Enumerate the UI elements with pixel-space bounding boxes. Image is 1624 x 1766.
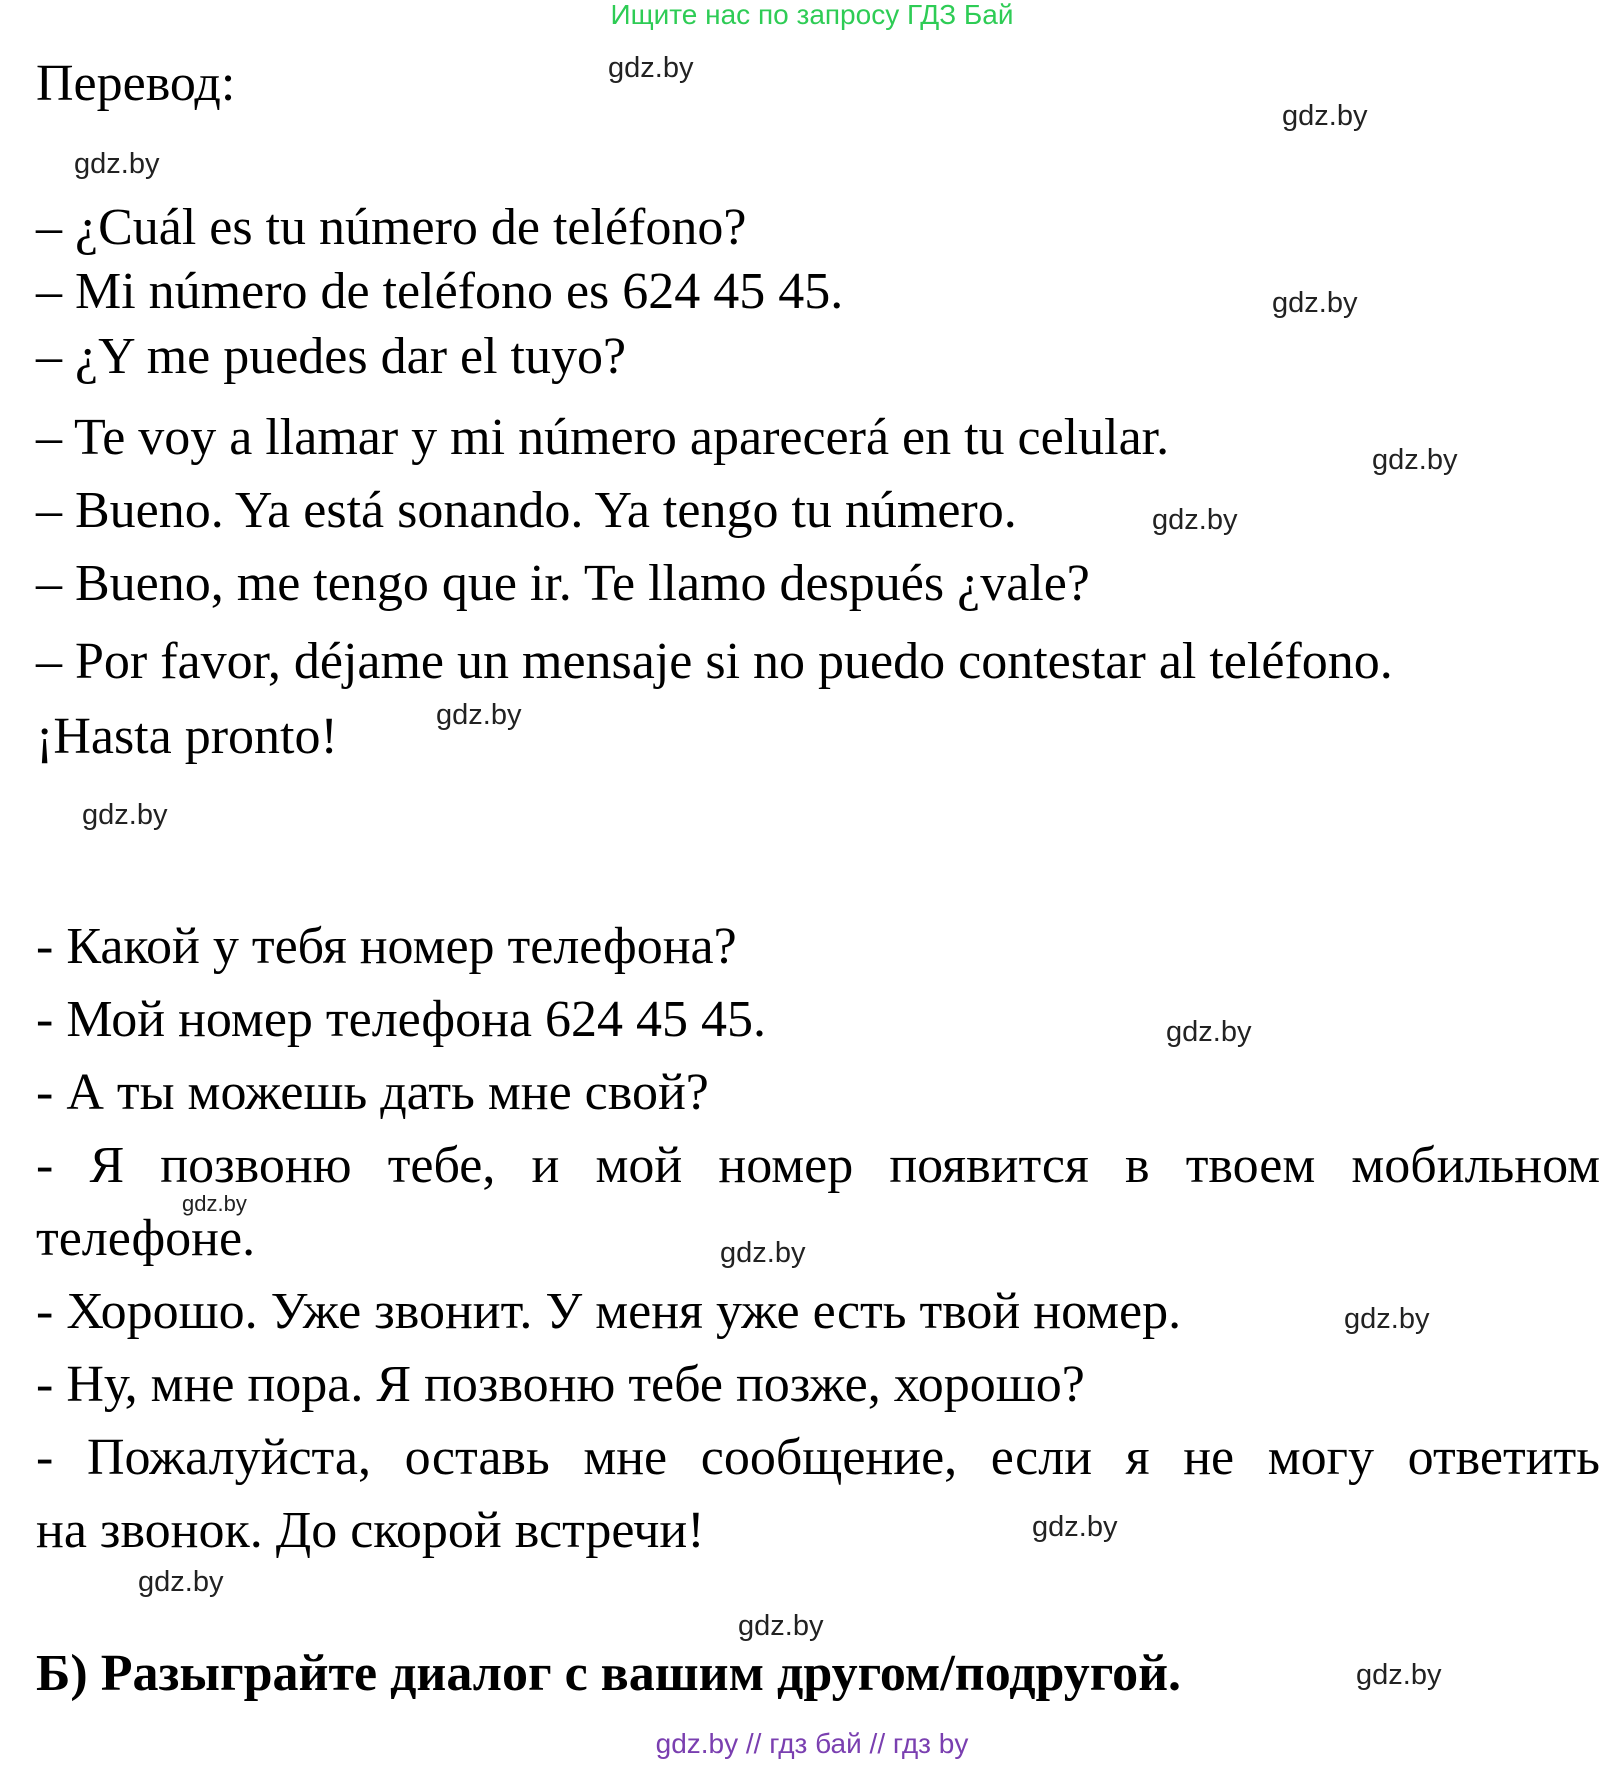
top-banner: Ищите нас по запросу ГДЗ Бай — [610, 0, 1014, 30]
russian-line-8: - Пожалуйста, оставь мне сообщение, если я не могу ответить — [36, 1429, 1600, 1486]
footer-links: gdz.by // гдз бай // гдз by — [655, 1728, 969, 1759]
watermark: gdz.by — [1152, 504, 1238, 536]
watermark: gdz.by — [1272, 287, 1358, 319]
watermark: gdz.by — [1282, 100, 1368, 132]
watermark: gdz.by — [608, 52, 694, 84]
spanish-line-2: – Mi número de teléfono es 624 45 45. — [36, 263, 844, 320]
watermark: gdz.by — [720, 1237, 806, 1269]
watermark: gdz.by — [738, 1610, 824, 1642]
watermark: gdz.by — [138, 1566, 224, 1598]
russian-line-3: - А ты можешь дать мне свой? — [36, 1064, 709, 1121]
watermark: gdz.by — [82, 799, 168, 831]
spanish-line-7: – Por favor, déjame un mensaje si no puedo contestar al teléfono. — [36, 633, 1393, 690]
russian-line-7: - Ну, мне пора. Я позвоню тебе позже, хорошо? — [36, 1356, 1085, 1413]
watermark: gdz.by — [1344, 1303, 1430, 1335]
watermark: gdz.by — [1372, 444, 1458, 476]
page-heading: Перевод: — [36, 55, 236, 112]
spanish-line-5: – Bueno. Ya está sonando. Ya tengo tu número. — [36, 482, 1017, 539]
spanish-line-4: – Te voy a llamar y mi número aparecerá en tu celular. — [36, 409, 1170, 466]
russian-line-4: - Я позвоню тебе, и мой номер появится в твоем мобильном — [36, 1137, 1600, 1194]
russian-line-9: на звонок. До скорой встречи! — [36, 1502, 705, 1559]
spanish-line-6: – Bueno, me tengo que ir. Te llamo después ¿vale? — [36, 555, 1090, 612]
russian-line-5: телефоне. — [36, 1210, 256, 1267]
spanish-line-8: ¡Hasta pronto! — [36, 708, 338, 765]
spanish-line-3: – ¿Y me puedes dar el tuyo? — [36, 328, 627, 385]
watermark: gdz.by — [436, 699, 522, 731]
watermark: gdz.by — [1356, 1659, 1442, 1691]
russian-line-6: - Хорошо. Уже звонит. У меня уже есть твой номер. — [36, 1283, 1182, 1340]
watermark: gdz.by — [1032, 1511, 1118, 1543]
watermark: gdz.by — [182, 1191, 247, 1216]
task-instruction: Б) Разыграйте диалог с вашим другом/подругой. — [36, 1645, 1182, 1702]
russian-line-2: - Мой номер телефона 624 45 45. — [36, 991, 766, 1048]
watermark: gdz.by — [1166, 1016, 1252, 1048]
watermark: gdz.by — [74, 148, 160, 180]
spanish-line-1: – ¿Cuál es tu número de teléfono? — [36, 199, 747, 256]
russian-line-1: - Какой у тебя номер телефона? — [36, 918, 737, 975]
